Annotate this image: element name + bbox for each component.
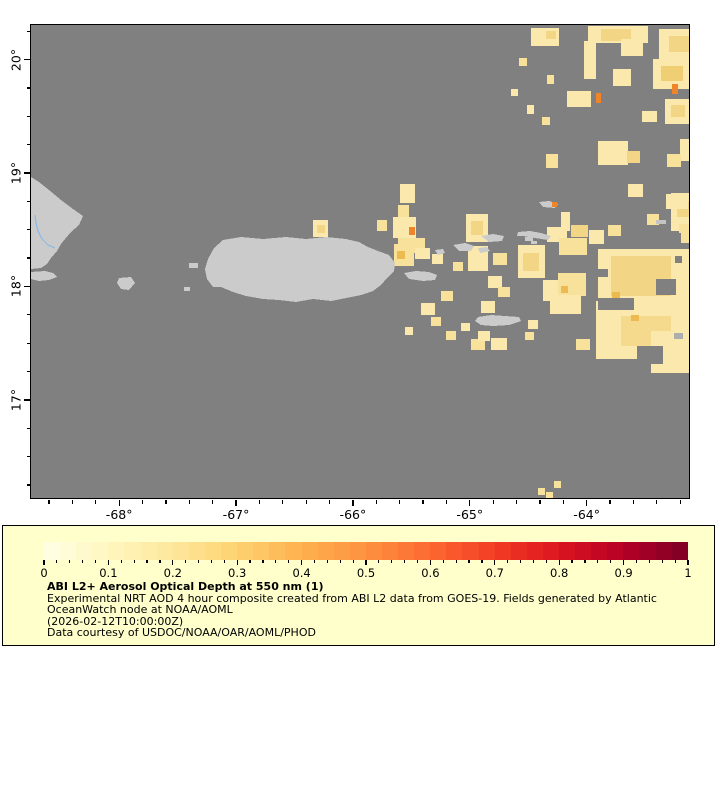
y-axis-major-tick bbox=[24, 286, 30, 287]
colorbar-segment bbox=[350, 542, 366, 560]
map-plot-area bbox=[30, 24, 690, 499]
x-axis-minor-tick bbox=[656, 500, 657, 504]
aerosol-patch bbox=[471, 221, 483, 235]
x-axis-minor-tick bbox=[633, 500, 634, 504]
x-axis-major-tick bbox=[586, 500, 587, 506]
colorbar-segment bbox=[446, 542, 462, 560]
aerosol-patch bbox=[672, 84, 678, 94]
y-axis-minor-tick bbox=[27, 31, 31, 32]
island-cay-2 bbox=[531, 241, 537, 244]
colorbar-segment bbox=[92, 542, 108, 560]
aerosol-patch bbox=[681, 231, 689, 243]
colorbar-segment bbox=[511, 542, 527, 560]
colorbar-minor-tick bbox=[456, 560, 457, 563]
colorbar-minor-tick bbox=[584, 560, 585, 563]
x-axis-minor-tick bbox=[446, 500, 447, 504]
aerosol-patch bbox=[398, 205, 409, 218]
colorbar-minor-tick bbox=[520, 560, 521, 563]
colorbar-minor-tick bbox=[468, 560, 469, 563]
colorbar-segment bbox=[302, 542, 318, 560]
colorbar-segment bbox=[60, 542, 76, 560]
y-axis-minor-tick bbox=[27, 343, 31, 344]
colorbar-minor-tick bbox=[675, 560, 676, 563]
ocean-gap bbox=[598, 269, 608, 277]
aerosol-patch bbox=[523, 253, 539, 271]
y-axis-major-tick bbox=[24, 59, 30, 60]
x-axis-tick-label: -67° bbox=[222, 507, 250, 522]
colorbar-major-tick bbox=[623, 560, 624, 565]
product-description-line-2: OceanWatch node at NOAA/AOML bbox=[47, 603, 233, 617]
legend-text-block bbox=[47, 581, 657, 639]
colorbar-minor-tick bbox=[481, 560, 482, 563]
y-axis-minor-tick bbox=[27, 87, 31, 88]
colorbar-segment bbox=[543, 542, 559, 560]
aerosol-patch bbox=[542, 117, 550, 125]
colorbar-segment bbox=[285, 542, 301, 560]
colorbar-minor-tick bbox=[134, 560, 135, 563]
colorbar-minor-tick bbox=[610, 560, 611, 563]
colorbar-segment bbox=[462, 542, 478, 560]
cloud-gray-dot bbox=[656, 220, 666, 224]
aerosol-patch bbox=[409, 227, 415, 235]
colorbar-minor-tick bbox=[69, 560, 70, 563]
colorbar-segment bbox=[124, 542, 140, 560]
colorbar-segment bbox=[607, 542, 623, 560]
colorbar-segment bbox=[205, 542, 221, 560]
colorbar-tick-label: 0.9 bbox=[614, 566, 633, 580]
colorbar-segment bbox=[430, 542, 446, 560]
colorbar-minor-tick bbox=[198, 560, 199, 563]
colorbar-segment bbox=[44, 542, 60, 560]
colorbar-major-tick bbox=[172, 560, 173, 565]
aerosol-patch bbox=[608, 225, 621, 236]
colorbar-minor-tick bbox=[636, 560, 637, 563]
colorbar-segment bbox=[269, 542, 285, 560]
y-axis-minor-tick bbox=[27, 116, 31, 117]
colorbar-segment bbox=[672, 542, 688, 560]
colorbar-segment bbox=[479, 542, 495, 560]
colorbar-tick-label: 0.2 bbox=[163, 566, 182, 580]
x-axis-minor-tick bbox=[95, 500, 96, 504]
data-credit: Data courtesy of USDOC/NOAA/OAR/AOML/PHOD bbox=[47, 626, 316, 640]
colorbar-major-tick bbox=[430, 560, 431, 565]
aerosol-patch bbox=[571, 225, 588, 237]
colorbar-segment bbox=[108, 542, 124, 560]
aerosol-patch bbox=[511, 89, 518, 96]
aerosol-patch bbox=[405, 327, 413, 335]
x-axis-minor-tick bbox=[539, 500, 540, 504]
x-axis-minor-tick bbox=[609, 500, 610, 504]
colorbar-minor-tick bbox=[224, 560, 225, 563]
aerosol-patch bbox=[661, 66, 683, 81]
colorbar-minor-tick bbox=[262, 560, 263, 563]
aerosol-patch bbox=[377, 220, 387, 231]
aerosol-patch bbox=[453, 262, 463, 271]
x-axis-major-tick bbox=[352, 500, 353, 506]
x-axis-minor-tick bbox=[493, 500, 494, 504]
aerosol-patch bbox=[561, 286, 568, 293]
island-cay-1 bbox=[525, 237, 533, 241]
colorbar-minor-tick bbox=[417, 560, 418, 563]
aerosol-patch bbox=[584, 41, 596, 79]
ocean-gap bbox=[637, 346, 663, 364]
aerosol-patch bbox=[547, 75, 554, 84]
x-axis-minor-tick bbox=[48, 500, 49, 504]
colorbar-segment bbox=[189, 542, 205, 560]
colorbar-major-tick bbox=[43, 560, 44, 565]
aerosol-patch bbox=[525, 332, 534, 340]
aerosol-patch bbox=[441, 291, 453, 301]
colorbar-minor-tick bbox=[507, 560, 508, 563]
y-axis-minor-tick bbox=[27, 371, 31, 372]
x-axis-minor-tick bbox=[189, 500, 190, 504]
y-axis-tick-label: 17° bbox=[8, 388, 24, 411]
aerosol-patch bbox=[596, 93, 601, 103]
x-axis-minor-tick bbox=[516, 500, 517, 504]
y-axis-major-tick bbox=[24, 172, 30, 173]
aerosol-patch bbox=[528, 320, 538, 329]
colorbar-major-tick bbox=[687, 560, 688, 565]
x-axis-minor-tick bbox=[680, 500, 681, 504]
x-axis-minor-tick bbox=[376, 500, 377, 504]
colorbar-minor-tick bbox=[82, 560, 83, 563]
colorbar-minor-tick bbox=[443, 560, 444, 563]
colorbar-tick-label: 0 bbox=[40, 566, 48, 580]
colorbar-segment bbox=[527, 542, 543, 560]
aerosol-patch bbox=[446, 331, 456, 340]
x-axis-minor-tick bbox=[306, 500, 307, 504]
colorbar-minor-tick bbox=[353, 560, 354, 563]
colorbar-minor-tick bbox=[185, 560, 186, 563]
aerosol-patch bbox=[538, 488, 545, 495]
colorbar-minor-tick bbox=[340, 560, 341, 563]
legend-panel bbox=[2, 525, 715, 646]
colorbar-major-tick bbox=[108, 560, 109, 565]
aerosol-patch bbox=[546, 31, 556, 39]
colorbar-minor-tick bbox=[533, 560, 534, 563]
x-axis-major-tick bbox=[235, 500, 236, 506]
aerosol-patch bbox=[478, 331, 490, 341]
aerosol-patch bbox=[666, 194, 688, 209]
aerosol-patch bbox=[498, 287, 510, 297]
x-axis-major-tick bbox=[469, 500, 470, 506]
aerosol-patch bbox=[317, 225, 325, 233]
aerosol-patch bbox=[680, 139, 689, 161]
colorbar-segment bbox=[366, 542, 382, 560]
colorbar-tick-label: 0.8 bbox=[550, 566, 569, 580]
colorbar-segment bbox=[559, 542, 575, 560]
x-axis-minor-tick bbox=[142, 500, 143, 504]
x-axis-major-tick bbox=[119, 500, 120, 506]
colorbar-segment bbox=[318, 542, 334, 560]
y-axis-minor-tick bbox=[27, 257, 31, 258]
colorbar-minor-tick bbox=[249, 560, 250, 563]
colorbar-tick-label: 0.6 bbox=[421, 566, 440, 580]
colorbar-minor-tick bbox=[546, 560, 547, 563]
colorbar-tick-label: 0.3 bbox=[228, 566, 247, 580]
y-axis-major-tick bbox=[24, 399, 30, 400]
aerosol-patch bbox=[432, 254, 443, 264]
y-axis-tick-label: 19° bbox=[8, 161, 24, 185]
colorbar-minor-tick bbox=[314, 560, 315, 563]
y-axis-tick-label: 18° bbox=[8, 275, 24, 298]
aerosol-patch bbox=[397, 251, 405, 259]
colorbar-segment bbox=[591, 542, 607, 560]
colorbar-segment bbox=[623, 542, 639, 560]
colorbar-segment bbox=[76, 542, 92, 560]
colorbar-minor-tick bbox=[391, 560, 392, 563]
colorbar-minor-tick bbox=[275, 560, 276, 563]
aerosol-patch bbox=[546, 154, 558, 168]
ocean-gap bbox=[675, 256, 682, 263]
colorbar-minor-tick bbox=[327, 560, 328, 563]
colorbar-segment bbox=[575, 542, 591, 560]
colorbar-major-tick bbox=[559, 560, 560, 565]
map-canvas bbox=[31, 25, 689, 498]
aerosol-patch bbox=[627, 151, 640, 163]
x-axis-minor-tick bbox=[165, 500, 166, 504]
colorbar-segment bbox=[382, 542, 398, 560]
y-axis-minor-tick bbox=[27, 428, 31, 429]
colorbar-tick-label: 0.4 bbox=[292, 566, 311, 580]
colorbar-segment bbox=[398, 542, 414, 560]
colorbar-tick-label: 0.7 bbox=[485, 566, 504, 580]
colorbar-minor-tick bbox=[288, 560, 289, 563]
aerosol-patch bbox=[567, 91, 591, 107]
cloud-gray-dot bbox=[674, 333, 683, 339]
aerosol-patch bbox=[552, 202, 557, 207]
colorbar-minor-tick bbox=[56, 560, 57, 563]
aerosol-patch bbox=[671, 105, 685, 117]
x-axis-minor-tick bbox=[259, 500, 260, 504]
colorbar-minor-tick bbox=[597, 560, 598, 563]
colorbar-minor-tick bbox=[378, 560, 379, 563]
aerosol-patch bbox=[493, 253, 507, 265]
aerosol-patch bbox=[491, 338, 507, 350]
aerosol-patch bbox=[667, 154, 681, 167]
y-axis-minor-tick bbox=[27, 314, 31, 315]
colorbar-minor-tick bbox=[159, 560, 160, 563]
x-axis-tick-label: -66° bbox=[339, 507, 367, 522]
colorbar-minor-tick bbox=[571, 560, 572, 563]
aerosol-patch bbox=[546, 492, 553, 498]
y-axis-tick-label: 20° bbox=[8, 48, 24, 71]
aerosol-patch bbox=[461, 323, 470, 331]
aerosol-patch bbox=[669, 36, 689, 52]
aerosol-patch bbox=[481, 301, 495, 313]
aerosol-patch bbox=[415, 248, 430, 259]
product-description-line-1: Experimental NRT AOD 4 hour composite created from ABI L2 data from GOES-19. Fields generated by Atlantic bbox=[47, 591, 657, 605]
x-axis-minor-tick bbox=[72, 500, 73, 504]
aerosol-patch bbox=[631, 315, 639, 321]
aerosol-patch bbox=[421, 303, 435, 315]
x-axis-tick-label: -68° bbox=[105, 507, 133, 522]
colorbar-major-tick bbox=[365, 560, 366, 565]
y-axis-minor-tick bbox=[27, 456, 31, 457]
colorbar-minor-tick bbox=[649, 560, 650, 563]
colorbar-segment bbox=[639, 542, 655, 560]
product-title: ABI L2+ Aerosol Optical Depth at 550 nm (1) bbox=[47, 580, 324, 593]
aerosol-patch bbox=[431, 317, 441, 326]
colorbar-segment bbox=[495, 542, 511, 560]
colorbar-minor-tick bbox=[404, 560, 405, 563]
colorbar-segment bbox=[221, 542, 237, 560]
colorbar-tick-label: 1 bbox=[684, 566, 692, 580]
aerosol-patch bbox=[519, 58, 527, 66]
aerosol-patch bbox=[550, 295, 581, 314]
colorbar-minor-tick bbox=[211, 560, 212, 563]
aerosol-patch bbox=[576, 339, 590, 350]
colorbar-minor-tick bbox=[95, 560, 96, 563]
colorbar-minor-tick bbox=[121, 560, 122, 563]
x-axis-minor-tick bbox=[329, 500, 330, 504]
island-desecheo bbox=[189, 263, 198, 268]
colorbar bbox=[44, 542, 688, 560]
colorbar-major-tick bbox=[237, 560, 238, 565]
x-axis-tick-label: -65° bbox=[456, 507, 484, 522]
colorbar-tick-label: 0.5 bbox=[356, 566, 376, 580]
colorbar-segment bbox=[334, 542, 350, 560]
timestamp: (2026-02-12T10:00:00Z) bbox=[47, 614, 184, 628]
aerosol-patch bbox=[554, 481, 561, 488]
aerosol-patch bbox=[598, 141, 628, 165]
x-axis-minor-tick bbox=[212, 500, 213, 504]
colorbar-tick-label: 0.1 bbox=[99, 566, 118, 580]
x-axis-minor-tick bbox=[422, 500, 423, 504]
y-axis-minor-tick bbox=[27, 229, 31, 230]
aerosol-patch bbox=[488, 276, 502, 288]
colorbar-segment bbox=[141, 542, 157, 560]
aerosol-patch bbox=[400, 184, 415, 203]
colorbar-major-tick bbox=[301, 560, 302, 565]
aerosol-patch bbox=[621, 39, 643, 56]
colorbar-minor-tick bbox=[662, 560, 663, 563]
x-axis-minor-tick bbox=[399, 500, 400, 504]
aerosol-patch bbox=[642, 111, 657, 122]
colorbar-segment bbox=[173, 542, 189, 560]
y-axis-minor-tick bbox=[27, 201, 31, 202]
y-axis-minor-tick bbox=[27, 144, 31, 145]
colorbar-major-tick bbox=[494, 560, 495, 565]
x-axis-minor-tick bbox=[282, 500, 283, 504]
colorbar-segment bbox=[237, 542, 253, 560]
colorbar-segment bbox=[414, 542, 430, 560]
colorbar-segment bbox=[253, 542, 269, 560]
colorbar-segment bbox=[157, 542, 173, 560]
colorbar-segment bbox=[656, 542, 672, 560]
x-axis-minor-tick bbox=[563, 500, 564, 504]
ocean-gap bbox=[598, 298, 634, 310]
y-axis-minor-tick bbox=[27, 484, 31, 485]
aerosol-patch bbox=[527, 105, 534, 114]
aerosol-patch bbox=[589, 230, 604, 244]
aerosol-patch bbox=[559, 238, 587, 255]
aerosol-patch bbox=[613, 69, 631, 86]
aerosol-patch bbox=[628, 184, 643, 197]
island-sw-islet bbox=[184, 287, 190, 291]
ocean-gap bbox=[656, 279, 676, 295]
colorbar-minor-tick bbox=[146, 560, 147, 563]
x-axis-tick-label: -64° bbox=[573, 507, 600, 522]
